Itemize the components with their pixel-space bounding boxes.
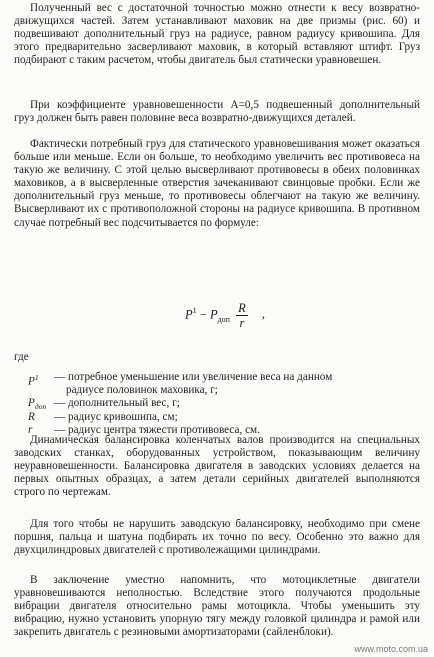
formula-dop-sub: доп: [217, 314, 230, 324]
formula-minus: −: [199, 307, 207, 322]
formula-denominator: r: [239, 316, 245, 330]
paragraph-weight-transfer: Полученный вес с достаточной точностью можно отнести к весу возвратно-движущихся частей. Затем устанавливают маховик на две призмы (рис. 60) и подвешивают дополнительный груз на радиусе, равном радиусу кривошипа. Для этого предварительно засверливают маховик, в который вставляют штифт. Груз подбирают с таким расчетом, чтобы двигатель был статически уравновешен.: [14, 2, 420, 67]
weight-formula: [185, 301, 265, 330]
formula-numerator: R: [238, 301, 246, 315]
definition-pdop: [28, 397, 420, 410]
definition-text-cont: радиусе половинок маховика, г;: [66, 384, 218, 397]
definition-symbol: R: [28, 410, 35, 423]
where-label: где: [14, 351, 29, 363]
watermark: www.moto.com.ua: [354, 644, 428, 654]
paragraph-piston-replacement: Для того чтобы не нарушить заводскую балансировку, необходимо при смене поршня, пальца и шатуна подбирать их точно по весу. Особенно это важно для двухцилиндровых двигателей с противолежащими цилиндрами.: [14, 518, 420, 557]
paragraph-dynamic-balancing: Динамическая балансировка коленчатых валов производится на специальных заводских станках, оборудованных устройством, показывающим величину неуравновешенности. Балансировка двигателя в заводских условиях делается на первых опытных образцах, а затем детали серийных двигателей выполняются строго по чертежам.: [14, 434, 420, 499]
formula-p-dop: P: [209, 307, 218, 322]
definition-symbol: r: [28, 423, 33, 436]
definition-text: — дополнительный вес, г;: [54, 397, 180, 410]
definition-symbol: $P_{доп}$: [28, 397, 47, 412]
definition-text: — радиус центра тяжести противовеса, см.: [54, 423, 260, 436]
paragraph-conclusion: В заключение уместно напомнить, что мотоциклетные двигатели уравновешиваются неполностью. Вследствие этого получаются продольные вибрации двигателя относительно рамы мотоцикла. Чтобы уменьшить эту вибрацию, нужно установить упорную тягу между головкой цилиндра и рамой или закрепить двигатель с резиновыми амортизаторами (сайленблоки).: [14, 574, 420, 639]
definitions-list: [28, 371, 420, 437]
formula-fraction: [236, 301, 248, 330]
definition-text: — потребное уменьшение или увеличение веса на данном: [54, 371, 333, 383]
definition-p1: [28, 371, 420, 397]
definition-text: — радиус кривошипа, см;: [54, 410, 178, 423]
definition-R: [28, 411, 420, 424]
paragraph-balance-coefficient: При коэффициенте уравновешенности A=0,5 подвешенный дополнительный груз должен быть равен половине веса возвратно-движущихся деталей.: [14, 99, 420, 125]
formula-p: P: [185, 307, 193, 322]
formula-p-sup: 1: [192, 306, 197, 316]
paragraph-actual-weight: Фактически потребный груз для статического уравновешивания может оказаться больше или меньше. Если он больше, то необходимо увеличить вес противовеса на такую же величину. С этой целью высверливают противовесы в обеих половинках маховиков, а в высверленные отверстия зачеканивают свинцовые пробки. Если же дополнительный груз меньше, то противовесы облегчают на такую же величину. Высверливают их с противоположной стороны на радиусе кривошипа. В противном случае потребный вес подсчитывается по формуле:: [14, 138, 420, 229]
formula-comma: ,: [261, 307, 265, 322]
definition-symbol: $P^1$: [28, 373, 39, 388]
